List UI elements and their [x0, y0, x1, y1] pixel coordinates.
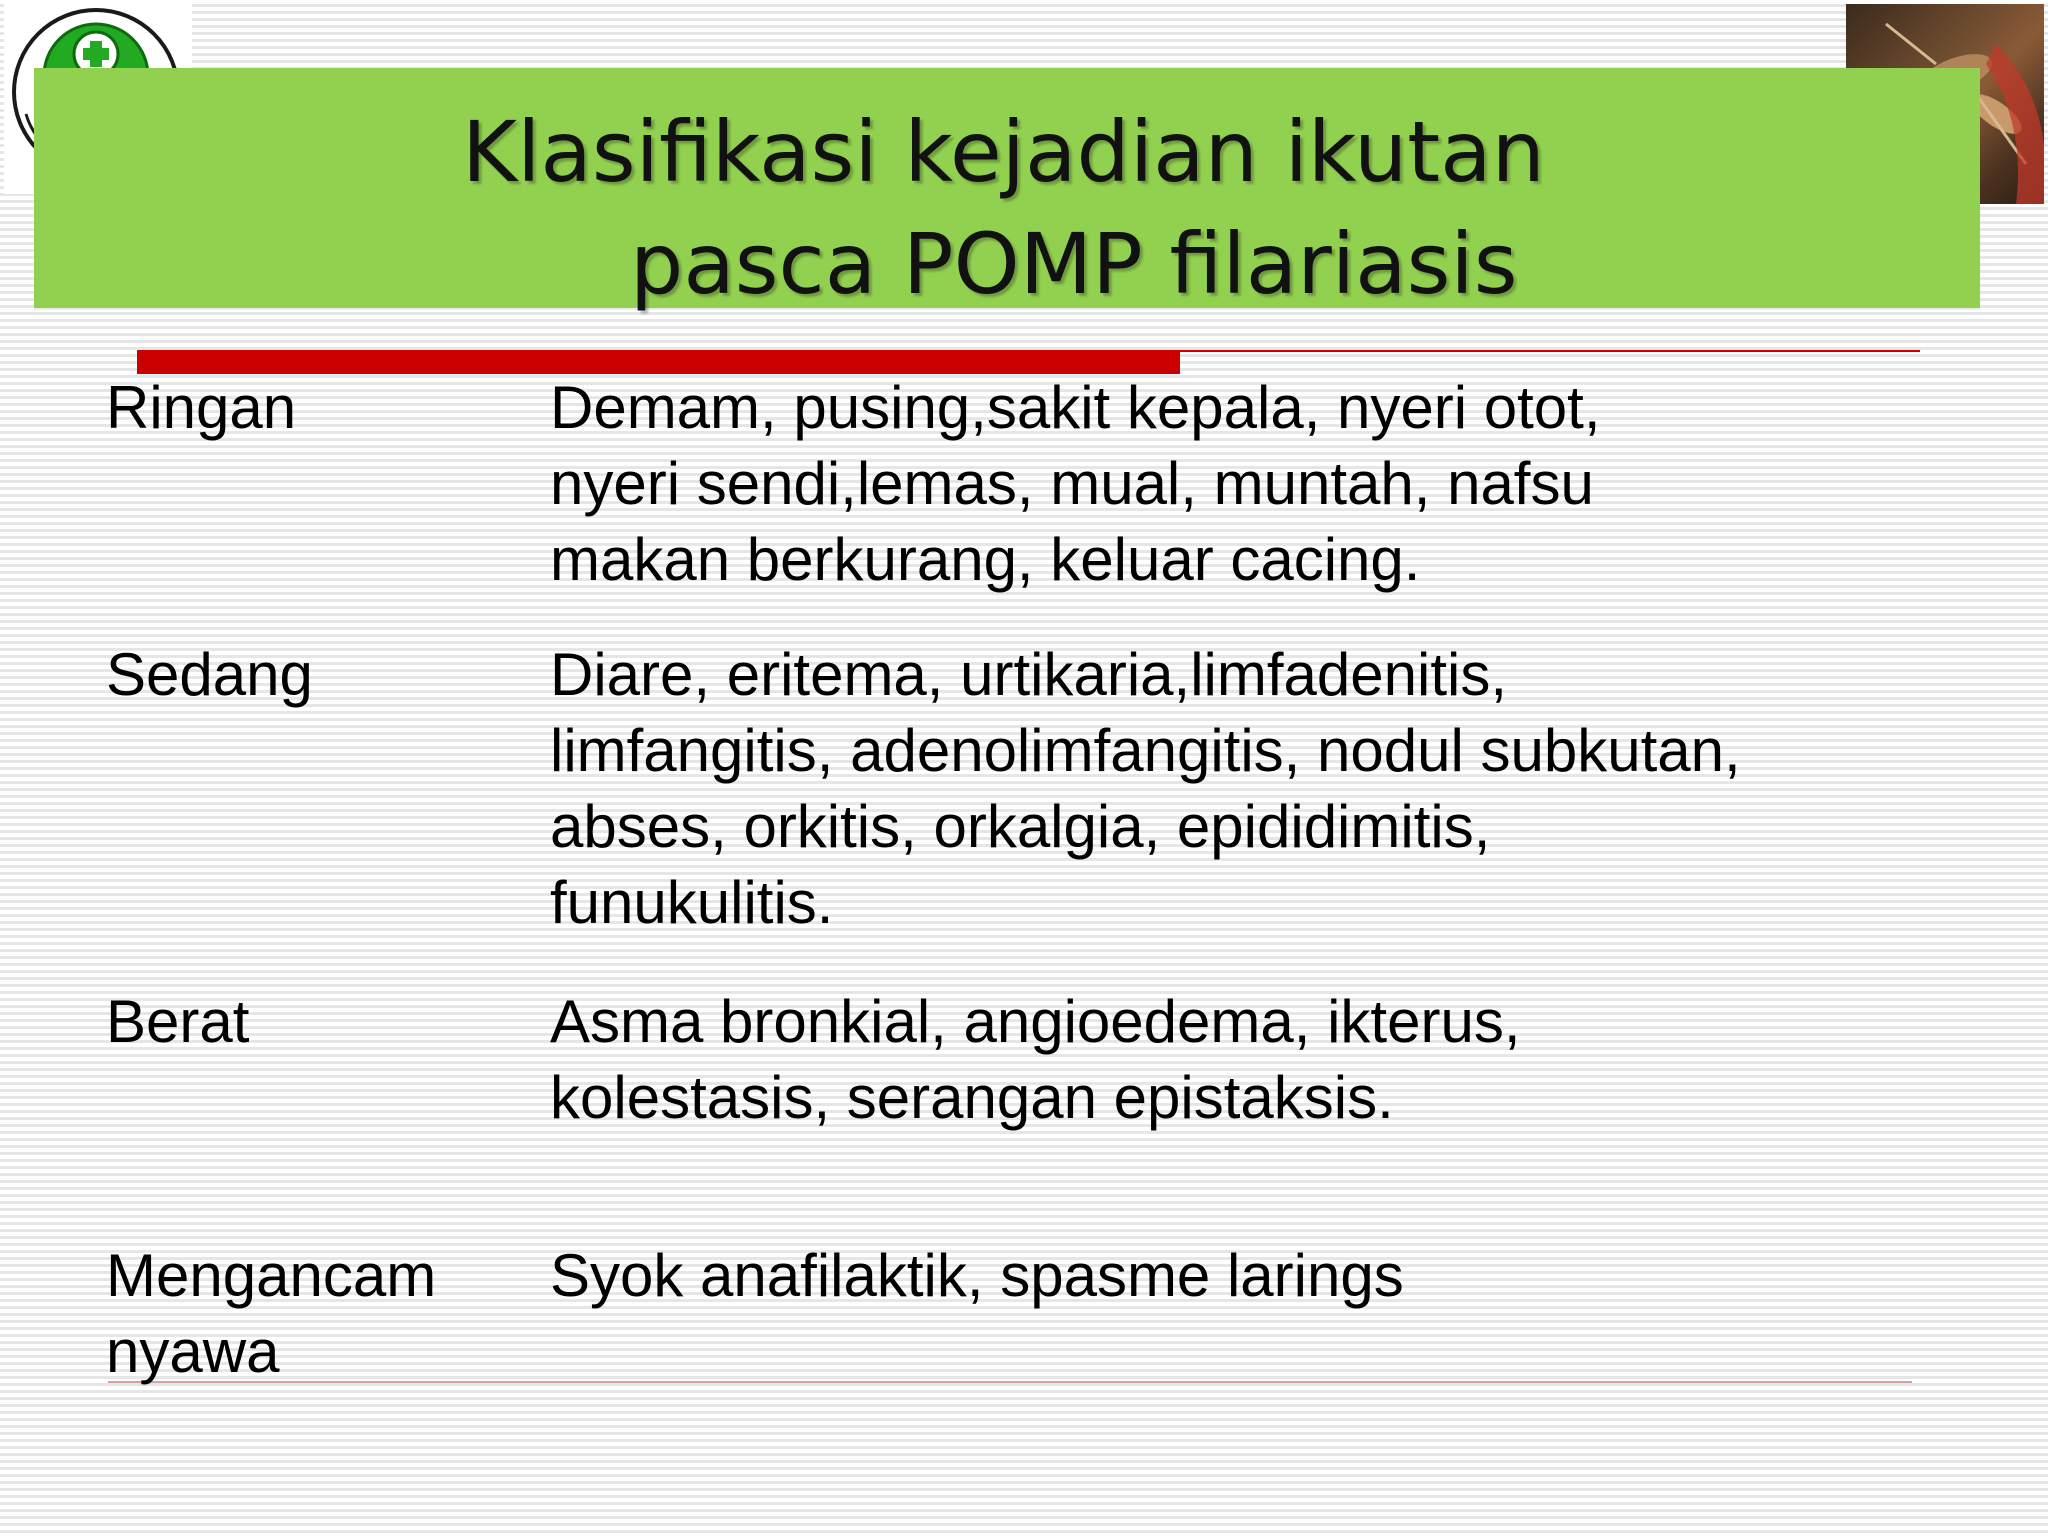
category-description	[550, 370, 1946, 598]
description-line: abses, orkitis, orkalgia, epididimitis,	[550, 793, 1491, 860]
classification-row-berat	[106, 984, 1946, 1136]
category-label: Ringan	[106, 374, 297, 441]
description-line: funukulitis.	[550, 869, 834, 936]
category-label: Mengancam nyawa	[106, 1242, 437, 1385]
classification-row-mengancam-nyawa	[106, 1238, 1946, 1390]
description-line: Asma bronkial, angioedema, ikterus,	[550, 988, 1521, 1055]
category-label: Berat	[106, 988, 250, 1055]
category-description	[550, 1238, 1946, 1390]
description-line: limfangitis, adenolimfangitis, nodul subkutan,	[550, 717, 1741, 784]
description-line: Demam, pusing,sakit kepala, nyeri otot,	[550, 374, 1601, 441]
slide-title	[420, 96, 1720, 320]
title-line-1: Klasifikasi kejadian ikutan	[462, 103, 1545, 201]
classification-row-ringan	[106, 370, 1946, 598]
description-line: kolestasis, serangan epistaksis.	[550, 1064, 1394, 1131]
accent-rule-thin	[1180, 350, 1920, 352]
category-description	[550, 637, 1946, 941]
category-description	[550, 984, 1946, 1136]
description-line: Syok anafilaktik, spasme larings	[550, 1242, 1404, 1309]
description-line: makan berkurang, keluar cacing.	[550, 526, 1421, 593]
title-line-2: pasca POMP filariasis	[630, 215, 1518, 313]
description-line: Diare, eritema, urtikaria,limfadenitis,	[550, 641, 1507, 708]
classification-row-sedang	[106, 637, 1946, 941]
description-line: nyeri sendi,lemas, mual, muntah, nafsu	[550, 450, 1594, 517]
category-label: Sedang	[106, 641, 313, 708]
